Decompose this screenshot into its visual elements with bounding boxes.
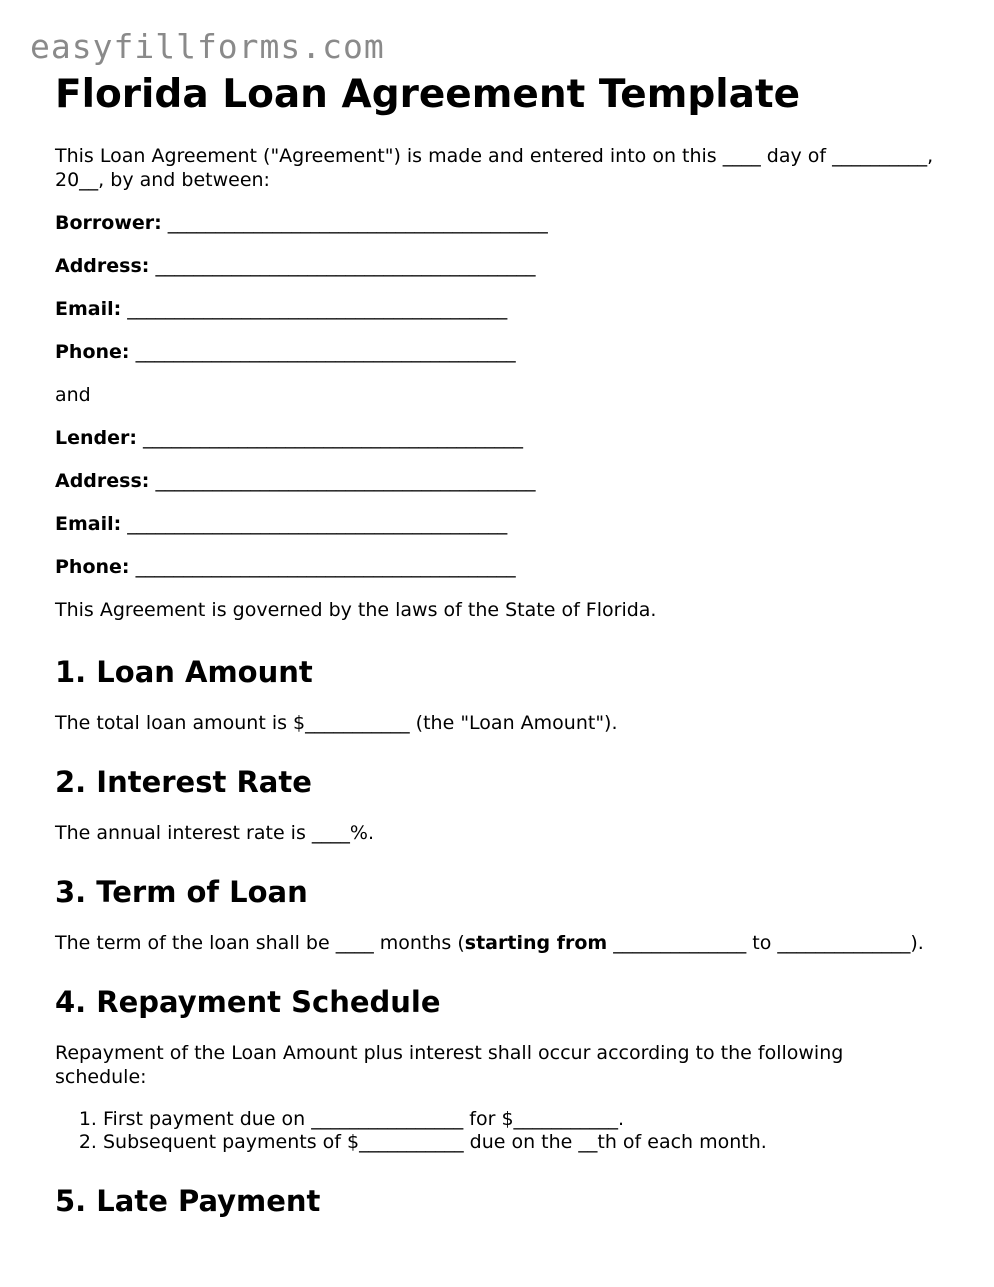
lender-phone-label: Phone: <box>55 556 130 578</box>
borrower-name-blank: ________________________________________ <box>167 212 548 234</box>
lender-address-blank: ________________________________________ <box>155 470 536 492</box>
borrower-address-blank: ________________________________________ <box>155 255 536 277</box>
lender-phone-blank: ________________________________________ <box>135 556 516 578</box>
lender-email-line <box>55 512 935 536</box>
lender-address-line <box>55 469 935 493</box>
borrower-label: Borrower: <box>55 212 162 234</box>
document-page <box>55 72 935 1218</box>
lender-address-label: Address: <box>55 470 150 492</box>
lender-email-blank: ________________________________________ <box>127 513 508 535</box>
borrower-phone-label: Phone: <box>55 341 130 363</box>
borrower-phone-line <box>55 340 935 364</box>
borrower-email-label: Email: <box>55 298 122 320</box>
lender-name-blank: ________________________________________ <box>143 427 524 449</box>
loan-amount-text: The total loan amount is $___________ (the "Loan Amount"). <box>55 712 618 734</box>
section-heading-late-payment: 5. Late Payment <box>55 1184 321 1218</box>
borrower-phone-blank: ________________________________________ <box>135 341 516 363</box>
watermark: easyfillforms.com <box>30 27 385 66</box>
section-heading-loan-amount: 1. Loan Amount <box>55 655 313 689</box>
list-item: 1. First payment due on ________________ for $___________. <box>103 1108 935 1131</box>
term-text-before: The term of the loan shall be ____ months ( <box>55 932 465 954</box>
list-item: 2. Subsequent payments of $___________ due on the __th of each month. <box>103 1131 935 1154</box>
borrower-email-blank: ________________________________________ <box>127 298 508 320</box>
repayment-list <box>55 1108 935 1154</box>
governing-law-text: This Agreement is governed by the laws of the State of Florida. <box>55 599 657 621</box>
lender-name-line <box>55 426 935 450</box>
term-text-bold: starting from <box>464 932 608 954</box>
term-text-after: ______________ to ______________). <box>607 932 924 954</box>
borrower-address-label: Address: <box>55 255 150 277</box>
borrower-address-line <box>55 254 935 278</box>
document-title: Florida Loan Agreement Template <box>55 72 801 117</box>
and-text: and <box>55 384 91 406</box>
lender-email-label: Email: <box>55 513 122 535</box>
section-heading-repayment: 4. Repayment Schedule <box>55 985 441 1019</box>
lender-phone-line <box>55 555 935 579</box>
section-heading-interest-rate: 2. Interest Rate <box>55 765 312 799</box>
borrower-name-line <box>55 211 935 235</box>
interest-rate-text: The annual interest rate is ____%. <box>55 822 374 844</box>
lender-label: Lender: <box>55 427 137 449</box>
intro-paragraph: This Loan Agreement ("Agreement") is made and entered into on this ____ day of __________, 20__, by and between: <box>55 145 934 191</box>
borrower-email-line <box>55 297 935 321</box>
term-text <box>55 931 935 955</box>
section-heading-term: 3. Term of Loan <box>55 875 308 909</box>
repayment-text: Repayment of the Loan Amount plus interest shall occur according to the following schedule: <box>55 1042 844 1088</box>
